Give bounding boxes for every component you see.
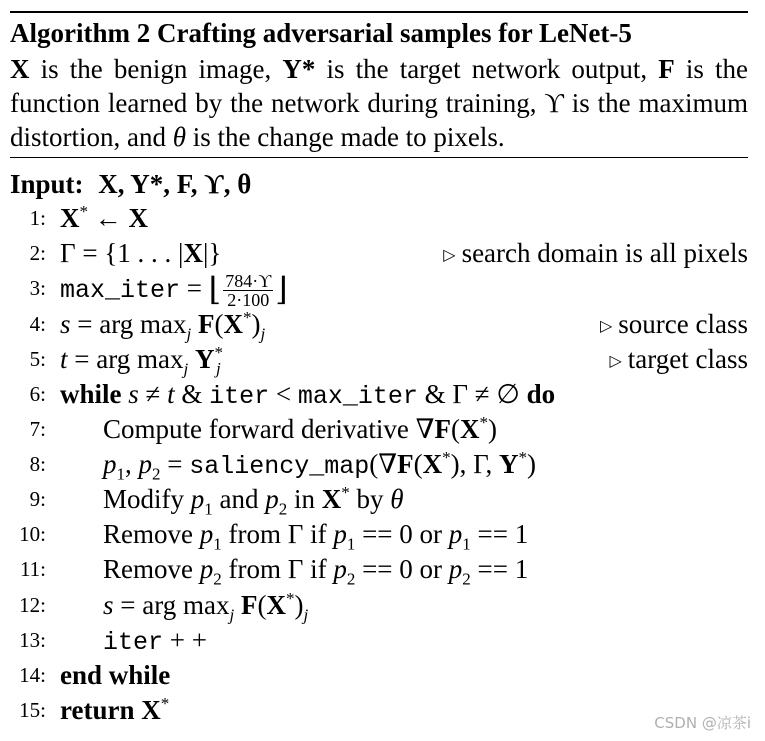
comment: ▷ source class <box>599 309 748 339</box>
symbol-x: X <box>10 54 30 84</box>
comment: ▷ search domain is all pixels <box>443 238 748 268</box>
algo-line-15: 15: return X* <box>19 694 170 725</box>
algo-line-2: 2: Γ = {1 . . . |X|} ▷ search domain is all pixels <box>10 235 748 271</box>
algo-line-11: 11: Remove $p_2$ from Γ if $p_2 == 0$ or $p_2 == 1$ <box>19 554 529 589</box>
algo-line-4: 4: s = arg $\max_j F(X^*)_j$ ▷ source class <box>29 308 748 344</box>
algo-line-5: 5: t = arg $\max_j Y^*_j$ ▷ target class <box>29 343 748 379</box>
algo-line-7: 7: Compute forward derivative ∇F(X*) <box>29 413 498 444</box>
algo-line-8: 8: $p_1$, $p_2$ = saliency_map(∇F(X*), Γ, Y*) <box>29 448 536 484</box>
input-line: Input: X, Y*, F, ϒ, θ <box>10 169 252 199</box>
algo-line-3: 3: max_iter = ⌊ $\frac{784\cdot ϒ}{2\cdot 100}$ ⌋ <box>29 271 288 311</box>
algo-line-9: 9: Modify $p_1$ and $p_2$ in X* by θ <box>29 483 404 519</box>
algo-line-14: 14: end while <box>19 660 171 690</box>
algo-line-6: 6: while s ≠ t & iter < max_iter & Γ ≠ ∅ do <box>29 379 556 411</box>
watermark: CSDN @凉茶i <box>654 714 751 732</box>
top-rule <box>10 11 748 13</box>
symbol-y-star: Y* <box>282 54 316 84</box>
algo-line-10: 10: Remove $p_1$ from Γ if $p_1 == 0$ or $p_1 == 1$ <box>19 519 529 554</box>
symbol-f: F <box>658 54 675 84</box>
algorithm-description: X is the benign image, Y* is the target network output, F is the function learned by the network during training, ϒ is the maximum distortion, and θ is the change made to pixels. <box>10 54 749 152</box>
algo-line-1: 1: X* ← X <box>29 202 148 233</box>
algo-line-12: 12: s = arg $\max_j F(X^*)_j$ <box>19 589 309 625</box>
algorithm-title: Algorithm 2 Crafting adversarial samples for LeNet-5 <box>10 18 632 48</box>
fraction: $\frac{784\cdot ϒ}{2\cdot 100}$ <box>225 271 272 311</box>
algo-line-13: 13: iter + + <box>19 625 207 657</box>
header-rule <box>10 157 748 158</box>
comment: ▷ target class <box>609 344 748 374</box>
